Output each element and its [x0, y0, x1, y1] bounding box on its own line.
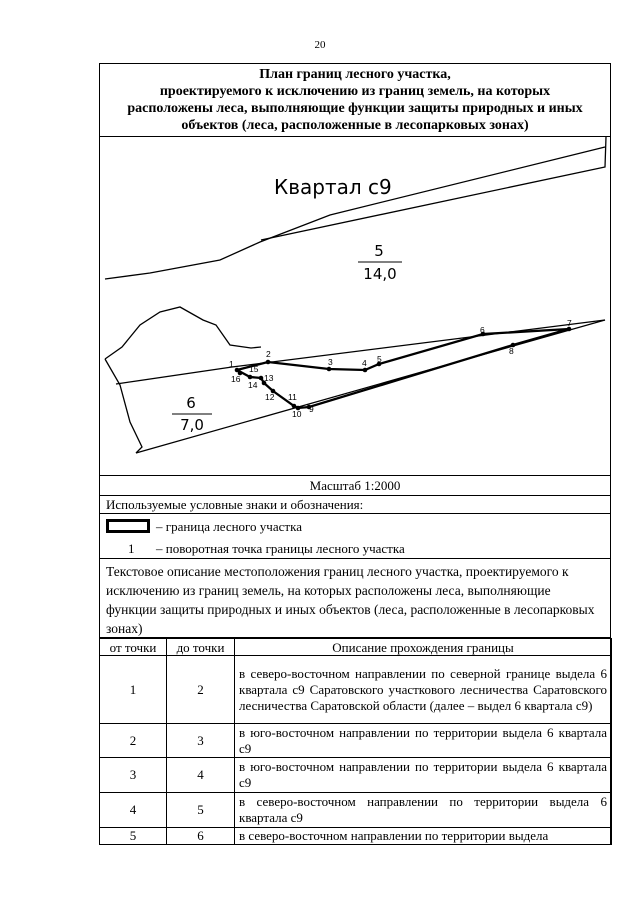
parcel-6-west-boundary	[105, 307, 261, 359]
point-label: 15	[249, 364, 259, 374]
quarter-label: Квартал с9	[274, 175, 392, 199]
cell-to: 3	[167, 724, 235, 758]
point-label: 9	[309, 404, 314, 414]
parcel-5-boundary	[105, 147, 605, 279]
cell-description: в юго-восточном направлении по территории выдела 6 квартала с9	[235, 758, 612, 793]
point-label: 2	[266, 349, 271, 359]
col-header-from: от точки	[100, 639, 167, 656]
cell-from: 1	[100, 656, 167, 724]
parcel-6-area: 7,0	[180, 416, 204, 434]
legend-point-text: – поворотная точка границы лесного участка	[156, 541, 405, 556]
point-label: 4	[362, 358, 367, 368]
cell-description: в северо-восточном направлении по территории выдела 6 квартала с9	[235, 793, 612, 828]
parcel-5-area: 14,0	[363, 265, 397, 283]
turning-points	[235, 327, 572, 411]
title-line: План границ лесного участка,	[259, 67, 451, 82]
legend-point-symbol: 1	[128, 541, 135, 556]
point-label: 5	[377, 354, 382, 364]
cell-from: 4	[100, 793, 167, 828]
turning-point	[292, 404, 297, 409]
turning-point	[248, 375, 253, 380]
point-label: 3	[328, 357, 333, 367]
table-row	[100, 758, 612, 793]
point-label: 16	[231, 374, 241, 384]
parcel-5-number: 5	[374, 242, 384, 260]
title-line: расположены леса, выполняющие функции защиты природных и иных	[127, 101, 583, 116]
point-label: 8	[509, 346, 514, 356]
page-title	[99, 63, 611, 137]
map-drawing	[100, 137, 612, 476]
boundary-symbol	[106, 519, 150, 533]
table-row	[100, 793, 612, 828]
turning-point	[266, 360, 271, 365]
cell-from: 3	[100, 758, 167, 793]
cell-to: 2	[167, 656, 235, 724]
cell-description: в северо-восточном направлении по территории выдела	[235, 828, 612, 845]
turning-point	[259, 376, 264, 381]
cell-to: 5	[167, 793, 235, 828]
point-label: 1	[229, 359, 234, 369]
point-label: 13	[264, 373, 274, 383]
title-line: объектов (леса, расположенные в лесопарковых зонах)	[181, 118, 529, 133]
cell-from: 5	[100, 828, 167, 845]
point-label: 7	[567, 318, 572, 328]
title-line: проектируемого к исключению из границ земель, на которых	[159, 84, 551, 99]
boundary-map	[99, 137, 611, 476]
turning-point	[363, 368, 368, 373]
cell-description: в юго-восточном направлении по территории выдела 6 квартала с9	[235, 724, 612, 758]
parcel-6-number: 6	[186, 394, 196, 412]
point-label: 11	[288, 392, 297, 402]
page-number: 20	[314, 39, 326, 51]
map-scale: Масштаб 1:2000	[99, 476, 611, 496]
cell-description: в северо-восточном направлении по северной границе выдела 6 квартала с9 Саратовского участкового лесничества Саратовского лесничества Саратовской области (далее – выдел 6 квартала с9)	[235, 656, 612, 724]
table-header-row	[100, 639, 612, 656]
boundary-description: Текстовое описание местоположения границ лесного участка, проектируемого к исключению из границ земель, на которых расположены леса, выполняющие функции защиты природных и иных объектов (леса, расположенные в лесопарковых зонах)	[99, 559, 611, 638]
point-label: 12	[265, 392, 275, 402]
legend-heading: Используемые условные знаки и обозначения:	[99, 496, 611, 514]
col-header-to: до точки	[167, 639, 235, 656]
table-row	[100, 656, 612, 724]
cell-to: 4	[167, 758, 235, 793]
legend-boundary-text: – граница лесного участка	[156, 519, 302, 534]
forest-parcel-boundary	[237, 329, 569, 408]
strip-west-edge	[105, 359, 142, 453]
col-header-description: Описание прохождения границы	[235, 639, 612, 656]
cell-to: 6	[167, 828, 235, 845]
turning-point	[327, 367, 332, 372]
boundary-table	[99, 638, 612, 845]
point-label: 10	[292, 409, 302, 419]
legend	[99, 514, 611, 559]
strip-north-edge	[116, 320, 605, 384]
point-label: 6	[480, 325, 485, 335]
table-row	[100, 724, 612, 758]
table-row	[100, 828, 612, 845]
point-label: 14	[248, 380, 258, 390]
cell-from: 2	[100, 724, 167, 758]
